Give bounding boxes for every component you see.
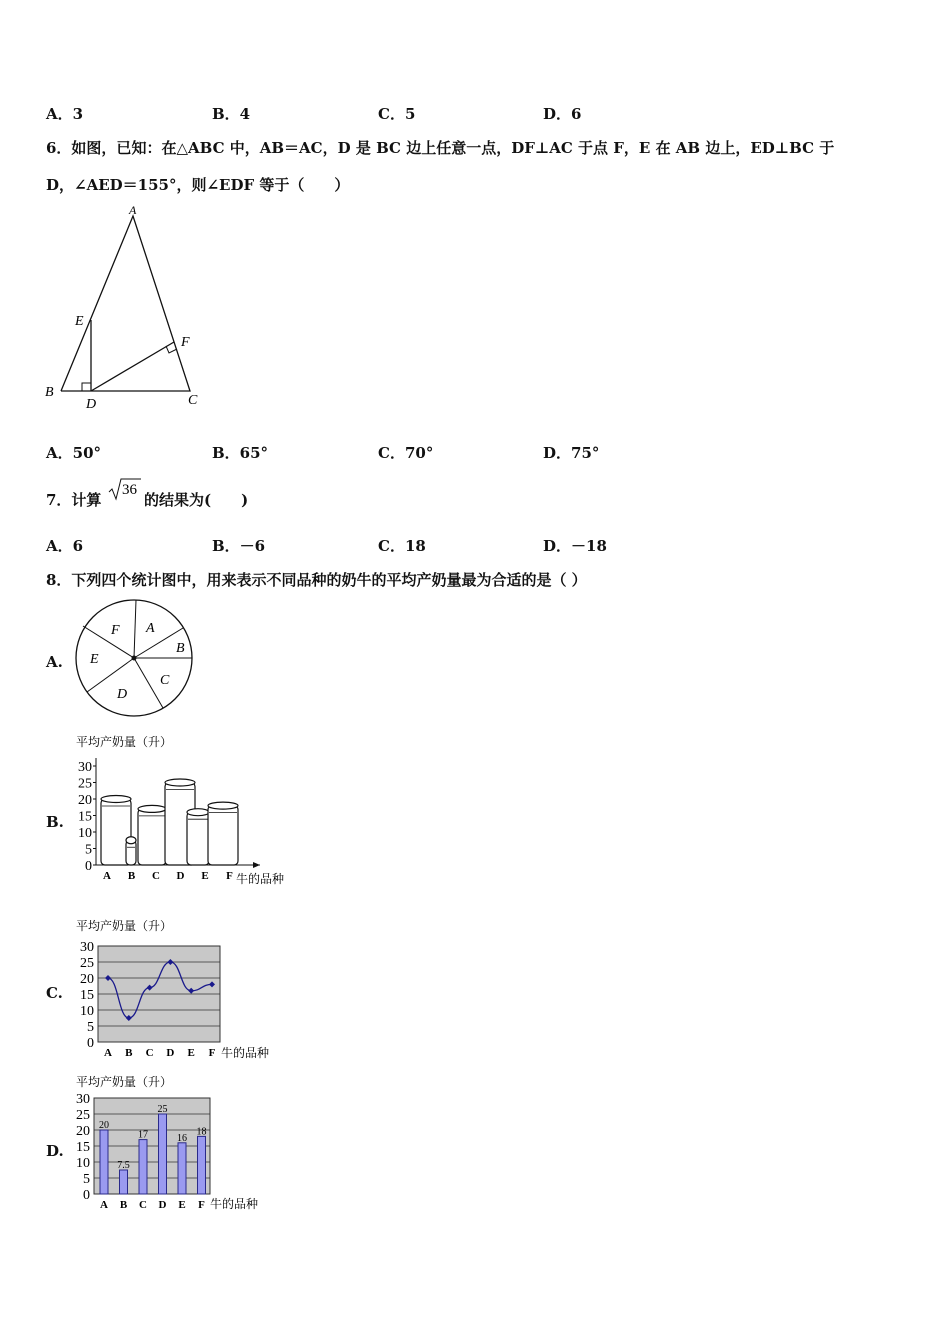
chart-d-ytick-label-25: 25 [76, 1108, 90, 1123]
q7-option-c: C．18 [378, 537, 426, 555]
chart-d-xtick-label-C: C [139, 1199, 147, 1211]
q6-option-a: A．50° [46, 444, 102, 462]
pie-label-f: F [111, 623, 120, 638]
q8-option-b-label: B. [46, 813, 64, 831]
q5-option-b: B．4 [212, 105, 251, 123]
chart-c-xtick-label-E: E [187, 1047, 195, 1059]
pie-label-a: A [146, 621, 155, 636]
q5-option-a: A．3 [46, 105, 84, 123]
pie-label-c: C [160, 673, 170, 688]
q6-stem-line2: D，∠AED＝155°，则∠EDF 等于（ ） [46, 176, 350, 194]
chart-c-xtick-label-F: F [208, 1047, 216, 1059]
sqrt-radicand: 36 [122, 482, 137, 498]
right-angle-d [82, 383, 91, 391]
chart-b-ytick-label-15: 15 [78, 809, 92, 825]
q7-option-a: A．6 [46, 537, 84, 555]
q8-stem: 8．下列四个统计图中，用来表示不同品种的奶牛的平均产奶量最为合适的是（ ） [46, 571, 587, 589]
chart-d-data-label-D: 25 [157, 1104, 168, 1115]
chart-d-bar-C [139, 1140, 147, 1194]
chart-d-ytick-label-0: 0 [83, 1188, 90, 1203]
chart-b-ytick-label-25: 25 [78, 776, 92, 792]
chart-b-x-axis-arrow [253, 862, 260, 868]
label-b: B [45, 385, 54, 400]
chart-d-ytick-label-5: 5 [83, 1172, 90, 1187]
pie-label-d: D [117, 687, 128, 702]
chart-b-xtick-label-E: E [201, 870, 209, 882]
chart-b-ytick-label-30: 30 [78, 760, 92, 775]
chart-b-ytick-label-10: 10 [78, 826, 92, 841]
q7-prefix: 7．计算 [46, 491, 102, 509]
q7-suffix: 的结果为( ) [144, 491, 249, 509]
chart-b-ylabel: 平均产奶量（升） [76, 735, 173, 749]
q8-option-d-label: D. [46, 1142, 64, 1160]
label-e: E [75, 314, 84, 329]
chart-b-xtick-label-C: C [152, 870, 160, 882]
q5-option-d: D．6 [543, 105, 582, 123]
q7-option-b: B．－6 [212, 537, 266, 555]
chart-d-bar-F [198, 1136, 206, 1194]
chart-d-xtick-label-B: B [119, 1199, 128, 1211]
q8-option-c-label: C. [46, 984, 63, 1002]
q6-option-c: C．70° [378, 444, 434, 462]
chart-d-ytick-label-30: 30 [76, 1092, 90, 1107]
chart-d-ytick-label-15: 15 [76, 1140, 90, 1155]
pie-chart-a [70, 596, 198, 722]
label-c: C [188, 393, 198, 408]
chart-c-xtick-label-C: C [145, 1047, 154, 1059]
chart-c-ylabel: 平均产奶量（升） [76, 919, 173, 933]
chart-d-bar-D [159, 1114, 167, 1194]
chart-b-ytick-label-0: 0 [85, 859, 92, 874]
pie-label-b: B [176, 641, 185, 656]
jar-C [138, 805, 166, 865]
pie-label-e: E [90, 652, 99, 667]
segment-df [91, 342, 174, 391]
chart-d-data-label-C: 17 [138, 1129, 148, 1141]
chart-c-ytick-label-5: 5 [87, 1020, 94, 1035]
chart-c-ytick-label-30: 30 [80, 940, 94, 955]
chart-c-ytick-label-10: 10 [80, 1004, 94, 1019]
chart-c-ytick-label-25: 25 [80, 956, 94, 971]
chart-c-ytick-label-0: 0 [87, 1036, 94, 1051]
chart-c-xlabel: 牛的品种 [221, 1046, 270, 1060]
chart-d-data-label-E: 16 [177, 1132, 187, 1144]
chart-d-data-label-A: 20 [99, 1120, 109, 1131]
chart-d-ytick-label-20: 20 [76, 1124, 90, 1139]
chart-c-ytick-label-15: 15 [80, 988, 94, 1003]
jar-B [126, 837, 136, 865]
chart-d-xtick-label-D: D [158, 1199, 167, 1211]
q6-option-b: B．65° [212, 444, 269, 462]
chart-d-xtick-label-F: F [198, 1199, 205, 1211]
chart-b-ytick-label-5: 5 [85, 842, 92, 858]
bar-chart-d [70, 1072, 275, 1217]
triangle-figure [40, 200, 210, 415]
chart-b-xlabel: 牛的品种 [236, 872, 285, 886]
chart-d-data-label-F: 18 [196, 1126, 207, 1138]
q6-option-d: D．75° [543, 444, 600, 462]
q8-option-a-label: A. [46, 653, 63, 671]
chart-b-ytick-label-20: 20 [78, 793, 92, 808]
q7-option-d: D．－18 [543, 537, 607, 555]
line-chart-c [70, 916, 285, 1064]
jar-E [187, 809, 209, 865]
label-d: D [86, 397, 97, 412]
sqrt-36 [106, 476, 142, 502]
chart-c-xtick-label-A: A [104, 1047, 112, 1059]
q6-stem-line1: 6．如图，已知：在△ABC 中，AB＝AC，D 是 BC 边上任意一点，DF⊥AC 于点 F，E 在 AB 边上，ED⊥BC 于 [46, 139, 835, 157]
jar-chart-b [70, 732, 298, 890]
chart-b-xtick-label-A: A [103, 870, 111, 882]
triangle-abc [61, 216, 190, 391]
chart-c-xtick-label-D: D [166, 1047, 175, 1059]
q5-option-c: C．5 [378, 105, 416, 123]
jar-F [208, 802, 238, 865]
chart-d-ylabel: 平均产奶量（升） [76, 1075, 173, 1089]
chart-d-bar-A [100, 1130, 108, 1194]
chart-d-bar-B [120, 1170, 128, 1194]
chart-b-xtick-label-D: D [176, 870, 185, 882]
label-a: A [129, 203, 137, 217]
chart-d-data-label-B: 7.5 [117, 1160, 130, 1171]
chart-d-xtick-label-A: A [100, 1199, 108, 1211]
chart-c-ytick-label-20: 20 [80, 972, 94, 987]
chart-d-xlabel: 牛的品种 [210, 1197, 259, 1211]
chart-d-xtick-label-E: E [178, 1199, 186, 1211]
chart-d-ytick-label-10: 10 [76, 1156, 90, 1171]
chart-d-bar-E [178, 1143, 186, 1194]
label-f: F [181, 335, 190, 350]
chart-b-xtick-label-F: F [226, 870, 233, 882]
chart-b-xtick-label-B: B [127, 870, 136, 882]
chart-c-xtick-label-B: B [125, 1047, 133, 1059]
